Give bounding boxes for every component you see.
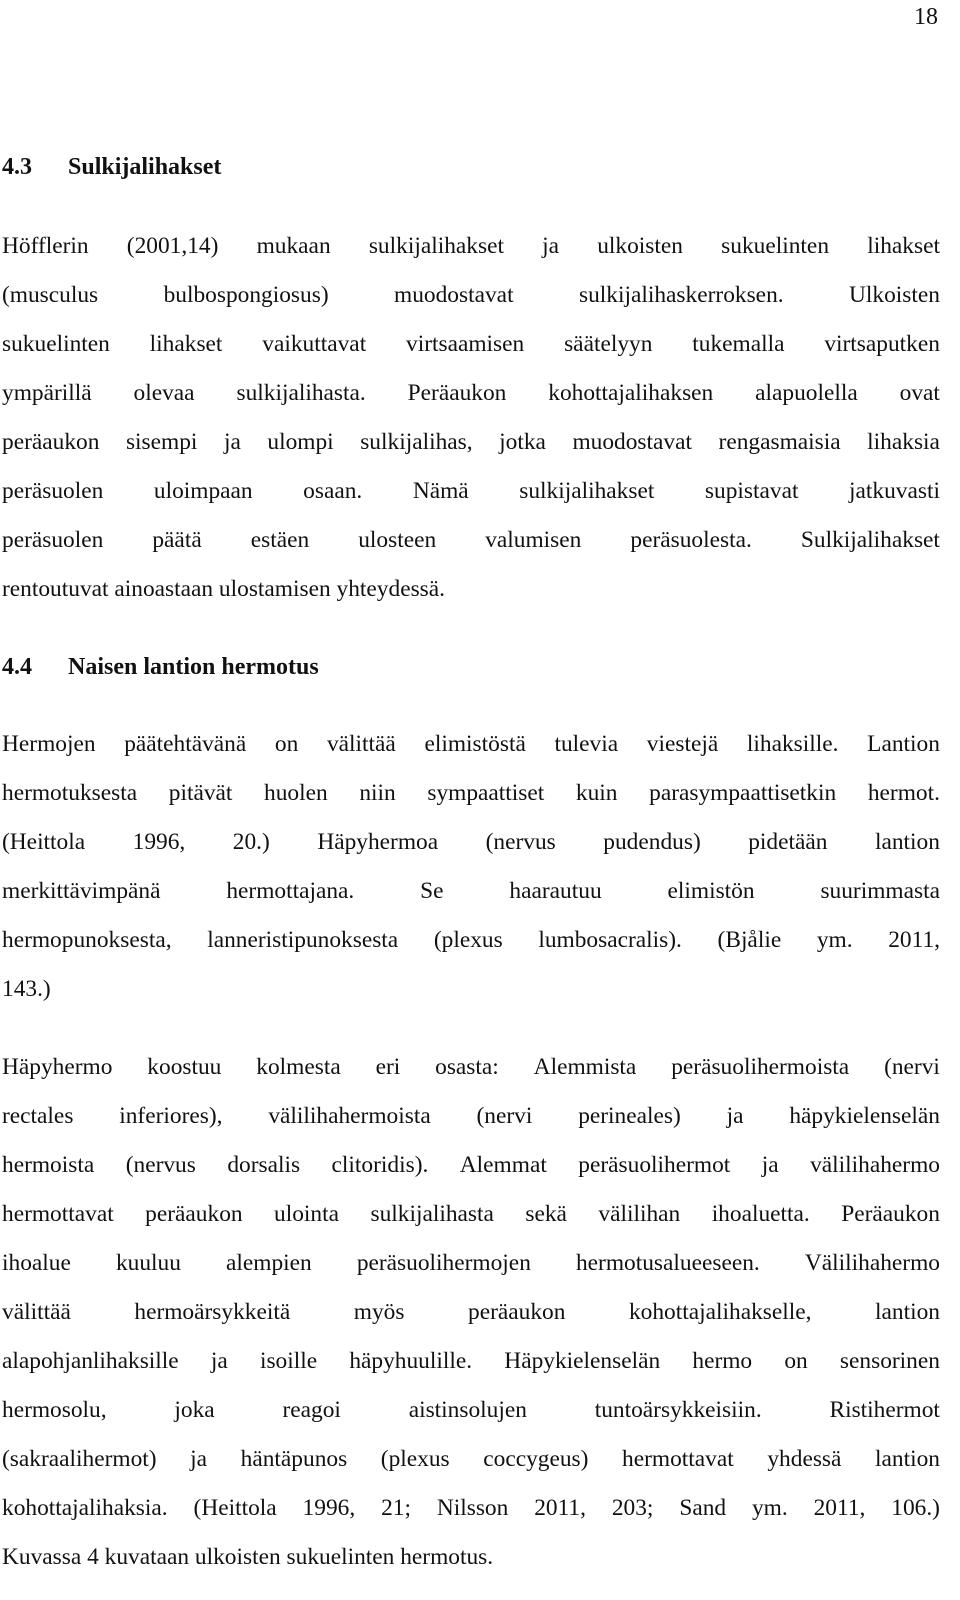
paragraph-hermotus-1: [2, 720, 940, 1014]
text-line: peräsuolen uloimpaan osaan. Nämä sulkijalihakset supistavat jatkuvasti: [2, 478, 940, 504]
section-heading-4-3: [2, 152, 940, 182]
text-line: (sakraalihermot) ja häntäpunos (plexus coccygeus) hermottavat yhdessä lantion: [2, 1446, 940, 1472]
text-line: Häpyhermo koostuu kolmesta eri osasta: Alemmista peräsuolihermoista (nervi: [2, 1054, 940, 1080]
text-line: merkittävimpänä hermottajana. Se haarautuu elimistön suurimmasta: [2, 878, 940, 904]
text-line: Hermojen päätehtävänä on välittää elimistöstä tulevia viestejä lihaksille. Lantion: [2, 731, 940, 757]
text-line: (musculus bulbospongiosus) muodostavat sulkijalihaskerroksen. Ulkoisten: [2, 282, 940, 308]
text-line: ympärillä olevaa sulkijalihasta. Peräaukon kohottajalihaksen alapuolella ovat: [2, 380, 940, 406]
section-number: 4.3: [2, 154, 32, 180]
paragraph-sulkijalihakset: [2, 222, 940, 614]
text-line: ihoalue kuuluu alempien peräsuolihermojen hermotusalueeseen. Välilihahermo: [2, 1250, 940, 1276]
section-heading-4-4: [2, 652, 940, 682]
paragraph-hermotus-2: [2, 1043, 940, 1582]
text-line: välittää hermoärsykkeitä myös peräaukon kohottajalihakselle, lantion: [2, 1299, 940, 1325]
text-line: hermoista (nervus dorsalis clitoridis). Alemmat peräsuolihermot ja välilihahermo: [2, 1152, 940, 1178]
text-line: hermosolu, joka reagoi aistinsolujen tuntoärsykkeisiin. Ristihermot: [2, 1397, 940, 1423]
text-line: peräaukon sisempi ja ulompi sulkijalihas, jotka muodostavat rengasmaisia lihaksia: [2, 429, 940, 455]
text-line: rectales inferiores), välilihahermoista (nervi perineales) ja häpykielenselän: [2, 1103, 940, 1129]
text-line: Höfflerin (2001,14) mukaan sulkijalihakset ja ulkoisten sukuelinten lihakset: [2, 233, 940, 259]
section-number: 4.4: [2, 654, 32, 680]
text-line: peräsuolen päätä estäen ulosteen valumisen peräsuolesta. Sulkijalihakset: [2, 527, 940, 553]
section-title: Sulkijalihakset: [68, 154, 222, 180]
text-line: Kuvassa 4 kuvataan ulkoisten sukuelinten hermotus.: [2, 1544, 494, 1570]
text-line: hermotuksesta pitävät huolen niin sympaattiset kuin parasympaattisetkin hermot.: [2, 780, 940, 806]
text-line: 143.): [2, 976, 51, 1002]
page-number: 18: [914, 4, 938, 30]
text-line: (Heittola 1996, 20.) Häpyhermoa (nervus pudendus) pidetään lantion: [2, 829, 940, 855]
text-line: hermottavat peräaukon ulointa sulkijalihasta sekä välilihan ihoaluetta. Peräaukon: [2, 1201, 940, 1227]
text-line: hermopunoksesta, lanneristipunoksesta (plexus lumbosacralis). (Bjålie ym. 2011,: [2, 927, 940, 953]
text-line: alapohjanlihaksille ja isoille häpyhuulille. Häpykielenselän hermo on sensorinen: [2, 1348, 940, 1374]
text-line: rentoutuvat ainoastaan ulostamisen yhteydessä.: [2, 576, 446, 602]
text-line: sukuelinten lihakset vaikuttavat virtsaamisen säätelyyn tukemalla virtsaputken: [2, 331, 940, 357]
text-line: kohottajalihaksia. (Heittola 1996, 21; Nilsson 2011, 203; Sand ym. 2011, 106.): [2, 1495, 940, 1521]
section-title: Naisen lantion hermotus: [68, 654, 319, 680]
